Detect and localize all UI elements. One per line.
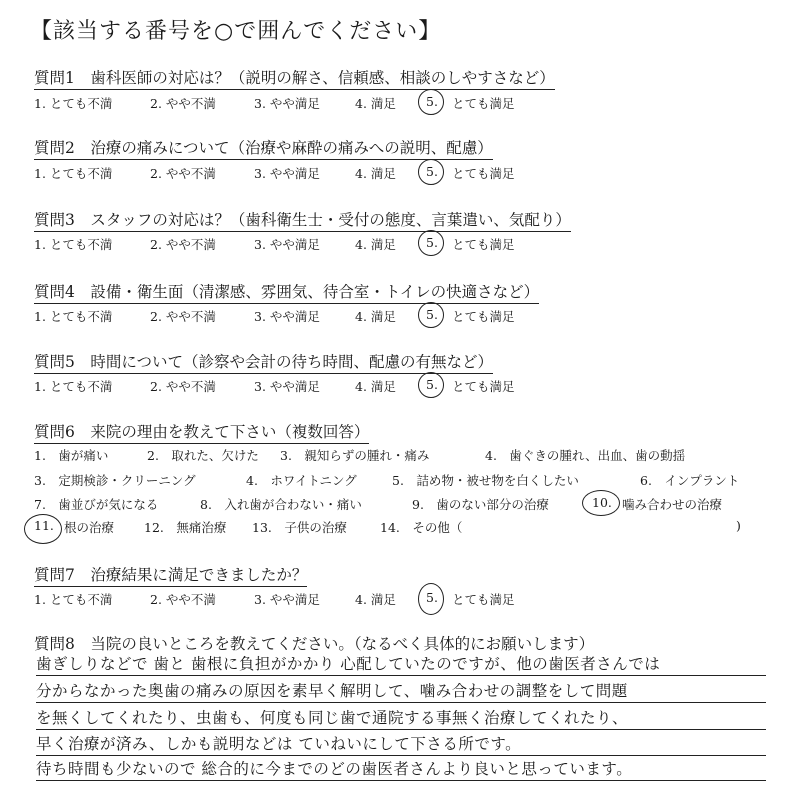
q7-selected-circle [418,583,444,615]
q7-option-4[interactable]: 4. 満足 [355,592,396,607]
q5-option-3[interactable]: 3. やや満足 [254,379,320,394]
q5-option-2[interactable]: 2. やや不満 [150,379,216,394]
q8-answer-line-3: を無くしてくれたり、虫歯も、何度も同じ歯で通院する事無く治療してくれたり、 [36,707,766,730]
question-6-title: 質問6 来院の理由を教えて下さい（複数回答） [34,420,369,444]
q1-option-5-number[interactable]: 5. [426,94,438,109]
q1-option-4[interactable]: 4. 満足 [355,96,396,111]
q6-reason-4[interactable]: 4. 歯ぐきの腫れ、出血、歯の動揺 [485,448,686,463]
q6-reason-11-number[interactable]: 11. [34,518,54,533]
q5-selected-circle [418,372,444,398]
q6-reason-12[interactable]: 12. 無痛治療 [144,520,227,535]
q6-reason-10-circle [582,490,620,516]
q8-answer-line-1: 歯ぎしりなどで 歯と 歯根に負担がかかり 心配していたのですが、他の歯医者さんでは [36,653,766,676]
q6-reason-10-number[interactable]: 10. [592,495,612,510]
q6-reason-3b[interactable]: 3. 定期検診・クリーニング [34,473,196,488]
q6-reason-9[interactable]: 9. 歯のない部分の治療 [412,497,549,512]
q3-option-2[interactable]: 2. やや不満 [150,237,216,252]
q7-option-5-number[interactable]: 5. [426,590,438,605]
q5-option-5-label[interactable]: とても満足 [452,379,515,394]
q4-option-5-number[interactable]: 5. [426,307,438,322]
q4-option-2[interactable]: 2. やや不満 [150,309,216,324]
q6-reason-5[interactable]: 5. 詰め物・被せ物を白くしたい [392,473,579,488]
q4-option-3[interactable]: 3. やや満足 [254,309,320,324]
q3-option-3[interactable]: 3. やや満足 [254,237,320,252]
question-3-title: 質問3 スタッフの対応は？（歯科衛生士・受付の態度、言葉遣い、気配り） [34,208,571,232]
q7-option-2[interactable]: 2. やや不満 [150,592,216,607]
q6-reason-6[interactable]: 6. インプラント [640,473,740,488]
q8-answer-line-2: 分からなかった奥歯の痛みの原因を素早く解明して、噛み合わせの調整をして問題 [36,680,766,703]
q6-reason-14[interactable]: 14. その他（ [380,520,463,535]
q2-option-1[interactable]: 1. とても不満 [34,166,113,181]
q2-selected-circle [418,159,444,185]
q2-option-5-number[interactable]: 5. [426,164,438,179]
q6-reason-7[interactable]: 7. 歯並びが気になる [34,497,159,512]
q2-option-2[interactable]: 2. やや不満 [150,166,216,181]
q6-reason-3[interactable]: 3. 親知らずの腫れ・痛み [280,448,430,463]
q3-option-4[interactable]: 4. 満足 [355,237,396,252]
question-7-title: 質問7 治療結果に満足できましたか？ [34,563,307,587]
q3-option-1[interactable]: 1. とても不満 [34,237,113,252]
q6-reason-4b[interactable]: 4. ホワイトニング [246,473,357,488]
q6-reason-10-label[interactable]: 噛み合わせの治療 [622,497,723,512]
q6-other-close-paren: ) [736,518,741,533]
q6-reason-11-label[interactable]: 根の治療 [64,520,115,535]
q1-selected-circle [418,89,444,115]
q1-option-2[interactable]: 2. やや不満 [150,96,216,111]
q3-selected-circle [418,230,444,256]
q4-selected-circle [418,302,444,328]
q4-option-5-label[interactable]: とても満足 [452,309,515,324]
q6-reason-2[interactable]: 2. 取れた、欠けた [147,448,259,463]
q4-option-4[interactable]: 4. 満足 [355,309,396,324]
q3-option-5-label[interactable]: とても満足 [452,237,515,252]
q1-option-1[interactable]: 1. とても不満 [34,96,113,111]
q8-answer-line-5: 待ち時間も少ないので 総合的に今までのどの歯医者さんより良いと思っています。 [36,758,766,781]
question-5-title: 質問5 時間について（診察や会計の待ち時間、配慮の有無など） [34,350,493,374]
q6-reason-11-circle [24,514,62,544]
question-4-title: 質問4 設備・衛生面（清潔感、雰囲気、待合室・トイレの快適さなど） [34,280,539,304]
question-2-title: 質問2 治療の痛みについて（治療や麻酔の痛みへの説明、配慮） [34,136,493,160]
q4-option-1[interactable]: 1. とても不満 [34,309,113,324]
q7-option-3[interactable]: 3. やや満足 [254,592,320,607]
question-1-title: 質問1 歯科医師の対応は？（説明の解さ、信頼感、相談のしやすさなど） [34,66,555,90]
survey-heading: 【該当する番号を○で囲んでください】 [30,19,442,44]
q8-answer-line-4: 早く治療が済み、しかも説明などは ていねいにして下さる所です。 [36,733,766,756]
q1-option-3[interactable]: 3. やや満足 [254,96,320,111]
q1-option-5-label[interactable]: とても満足 [452,96,515,111]
q5-option-1[interactable]: 1. とても不満 [34,379,113,394]
question-8-title: 質問8 当院の良いところを教えてください。（なるべく具体的にお願いします） [34,635,595,653]
q7-option-1[interactable]: 1. とても不満 [34,592,113,607]
q3-option-5-number[interactable]: 5. [426,235,438,250]
q6-reason-8[interactable]: 8. 入れ歯が合わない・痛い [200,497,362,512]
q5-option-4[interactable]: 4. 満足 [355,379,396,394]
q5-option-5-number[interactable]: 5. [426,377,438,392]
q7-option-5-label[interactable]: とても満足 [452,592,515,607]
q2-option-4[interactable]: 4. 満足 [355,166,396,181]
q2-option-3[interactable]: 3. やや満足 [254,166,320,181]
q2-option-5-label[interactable]: とても満足 [452,166,515,181]
q6-reason-13[interactable]: 13. 子供の治療 [252,520,347,535]
q6-reason-1[interactable]: 1. 歯が痛い [34,448,109,463]
